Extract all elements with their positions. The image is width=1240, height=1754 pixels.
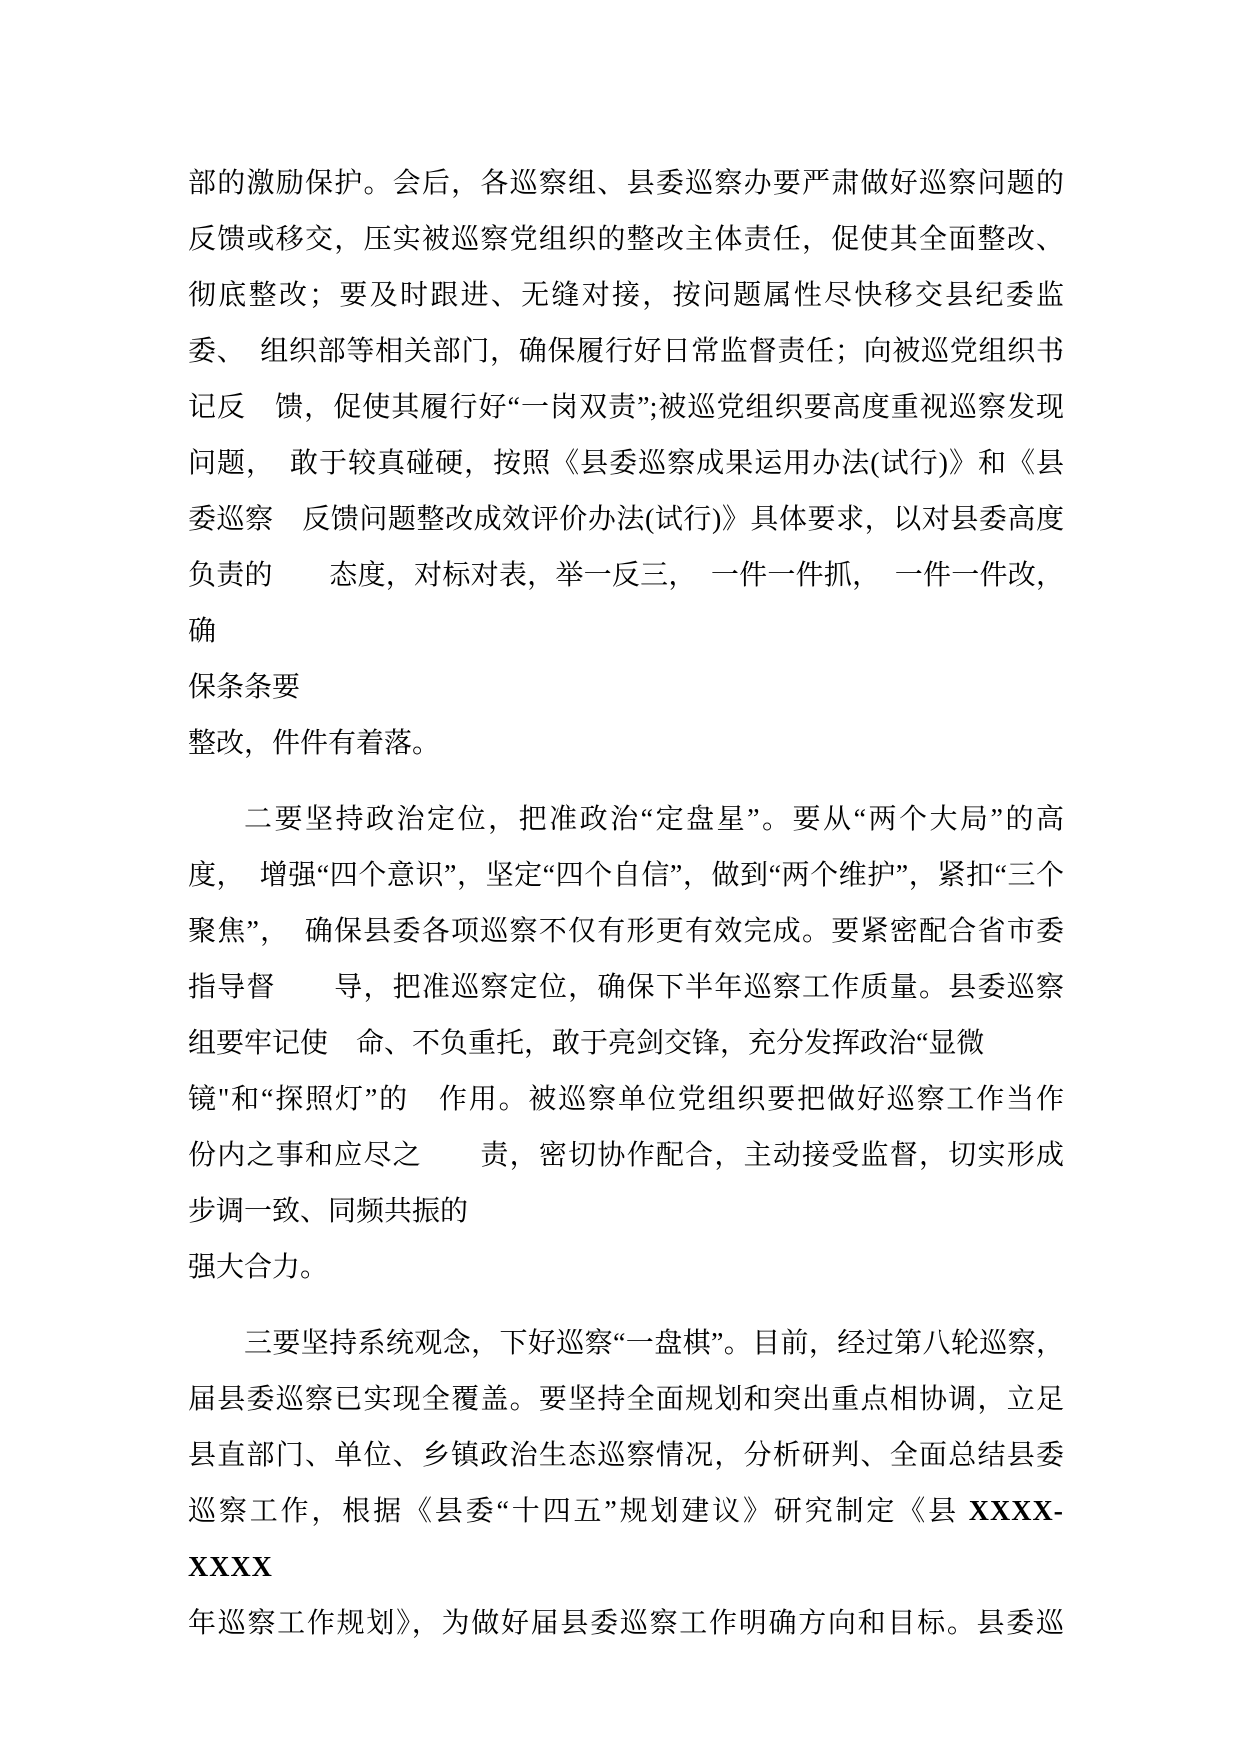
text-line: 记反 馈，促使其履行好“一岗双责”;被巡党组织要高度重视巡察发现 xyxy=(188,392,1064,423)
text-line: 委、 组织部等相关部门，确保履行好日常监督责任；向被巡党组织书 xyxy=(188,336,1064,367)
text-line: 届县委巡察已实现全覆盖。要坚持全面规划和突出重点相协调，立足 xyxy=(188,1384,1064,1415)
text-line: 彻底整改；要及时跟进、无缝对接，按问题属性尽快移交县纪委监 xyxy=(188,280,1064,311)
document-body xyxy=(188,156,1064,1652)
text-line: 部的激励保护。会后，各巡察组、县委巡察办要严肃做好巡察问题的 xyxy=(188,168,1064,199)
text-line: 组要牢记使 命、不负重托，敢于亮剑交锋，充分发挥政治“显微 xyxy=(188,1028,985,1059)
text-line: 保条条要 xyxy=(188,672,301,703)
text-line: 年巡察工作规划》，为做好届县委巡察工作明确方向和目标。县委巡 xyxy=(188,1608,1064,1639)
paragraph-1 xyxy=(188,156,1064,772)
text-line: 指导督 导，把准巡察定位，确保下半年巡察工作质量。县委巡察 xyxy=(188,972,1064,1003)
paragraph-3 xyxy=(188,1316,1064,1652)
text-line: 度， 增强“四个意识”，坚定“四个自信”，做到“两个维护”，紧扣“三个 xyxy=(188,860,1064,891)
placeholder-year-range: XXXX-XXXX xyxy=(188,1496,1064,1583)
text-line: 反馈或移交，压实被巡察党组织的整改主体责任，促使其全面整改、 xyxy=(188,224,1064,255)
text-line: 强大合力。 xyxy=(188,1252,329,1283)
text-line xyxy=(188,1484,1064,1596)
text-line: 负责的 态度，对标对表，举一反三， 一件一件抓， 一件一件改，确 xyxy=(188,560,1064,647)
text-line: 县直部门、单位、乡镇政治生态巡察情况，分析研判、全面总结县委 xyxy=(188,1440,1064,1471)
text-line: 三要坚持系统观念，下好巡察“一盘棋”。目前，经过第八轮巡察， xyxy=(244,1328,1064,1359)
text-line: 整改，件件有着落。 xyxy=(188,728,441,759)
text-line: 镜"和“探照灯”的 作用。被巡察单位党组织要把做好巡察工作当作 xyxy=(188,1084,1064,1115)
text-line: 步调一致、同频共振的 xyxy=(188,1196,469,1227)
text-line: 聚焦”， 确保县委各项巡察不仅有形更有效完成。要紧密配合省市委 xyxy=(188,916,1064,947)
text-segment: 巡察工作，根据《县委“十四五”规划建议》研究制定《县 xyxy=(188,1496,969,1527)
text-line: 二要坚持政治定位，把准政治“定盘星”。要从“两个大局”的高 xyxy=(244,804,1064,835)
paragraph-2 xyxy=(188,792,1064,1296)
text-line: 问题， 敢于较真碰硬，按照《县委巡察成果运用办法(试行)》和《县 xyxy=(188,448,1064,479)
text-line: 委巡察 反馈问题整改成效评价办法(试行)》具体要求，以对县委高度 xyxy=(188,504,1064,535)
text-line: 份内之事和应尽之 责，密切协作配合，主动接受监督，切实形成 xyxy=(188,1140,1064,1171)
